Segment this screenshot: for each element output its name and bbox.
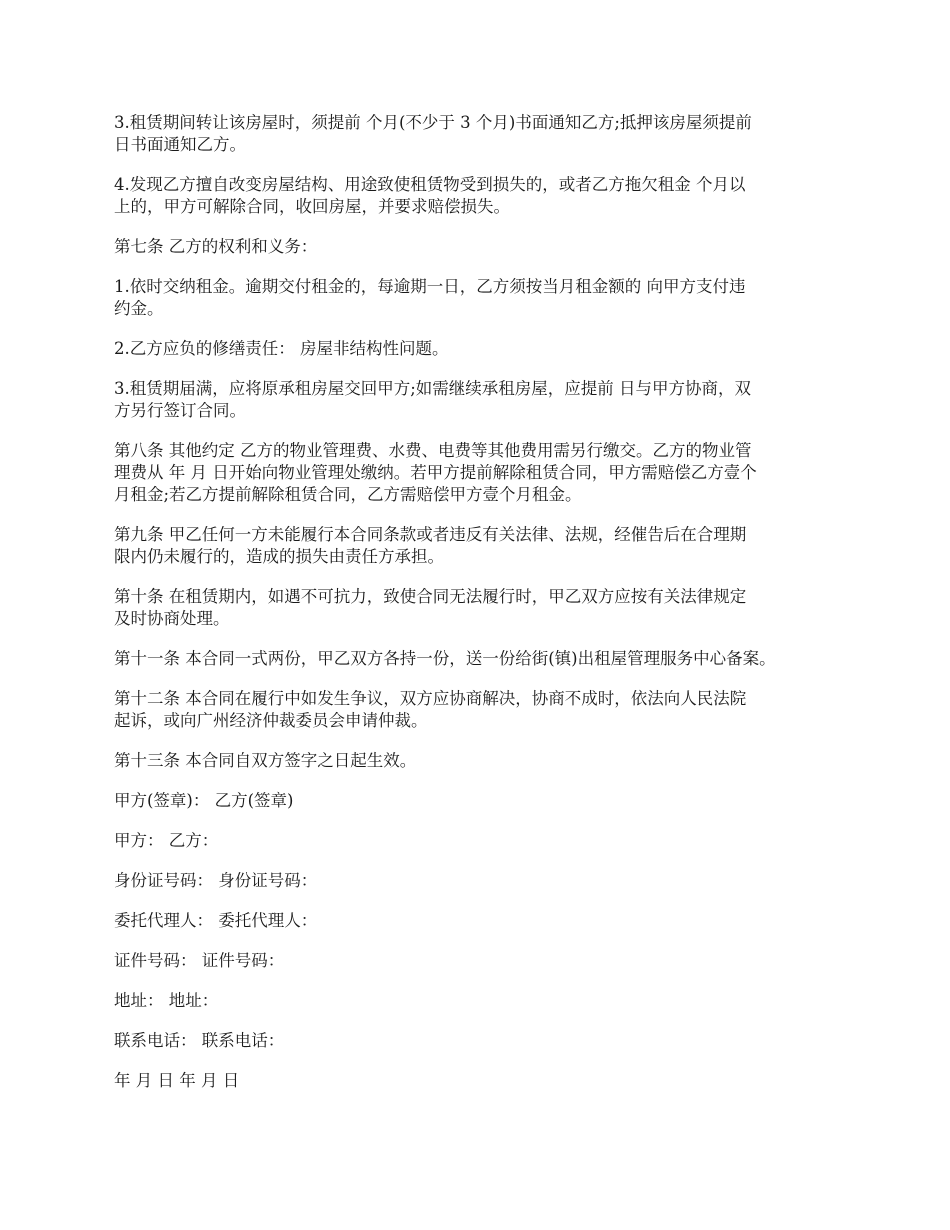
text-line: 4.发现乙方擅自改变房屋结构、用途致使租赁物受到损失的，或者乙方拖欠租金 个月以 xyxy=(114,175,746,194)
text-line: 联系电话： 联系电话： xyxy=(114,1031,285,1050)
party-name-line xyxy=(114,830,854,852)
text-line: 限内仍未履行的，造成的损失由责任方承担。 xyxy=(114,547,444,566)
text-line: 约金。 xyxy=(114,299,164,318)
certificate-number-line xyxy=(114,950,854,972)
article-9-liability xyxy=(114,524,854,568)
clause-3-transfer-notice xyxy=(114,112,854,156)
text-line: 上的，甲方可解除合同，收回房屋，并要求赔偿损失。 xyxy=(114,197,510,216)
text-line: 第十条 在租赁期内，如遇不可抗力，致使合同无法履行时，甲乙双方应按有关法律规定 xyxy=(114,587,747,606)
signature-line xyxy=(114,790,854,812)
text-line: 第七条 乙方的权利和义务： xyxy=(114,237,318,256)
text-line: 第十一条 本合同一式两份，甲乙双方各持一份，送一份给街(镇)出租屋管理服务中心备案。 xyxy=(114,649,776,668)
clause-4-termination xyxy=(114,174,854,218)
text-line: 2.乙方应负的修缮责任： 房屋非结构性问题。 xyxy=(114,339,449,358)
text-line: 第九条 甲乙任何一方未能履行本合同条款或者违反有关法律、法规，经催告后在合理期 xyxy=(114,525,747,544)
text-line: 日书面通知乙方。 xyxy=(114,135,246,154)
id-number-line xyxy=(114,870,854,892)
address-line xyxy=(114,990,854,1012)
article-8-other xyxy=(114,440,854,506)
text-line: 年 月 日 年 月 日 xyxy=(114,1071,240,1090)
text-line: 身份证号码： 身份证号码： xyxy=(114,871,318,890)
text-line: 甲方： 乙方： xyxy=(114,831,219,850)
text-line: 及时协商处理。 xyxy=(114,609,230,628)
text-line: 委托代理人： 委托代理人： xyxy=(114,911,318,930)
text-line: 1.依时交纳租金。逾期交付租金的，每逾期一日，乙方须按当月租金额的 向甲方支付违 xyxy=(114,277,746,296)
clause-3-lease-expiry xyxy=(114,378,854,422)
text-line: 月租金;若乙方提前解除租赁合同，乙方需赔偿甲方壹个月租金。 xyxy=(114,485,582,504)
article-13-effective xyxy=(114,750,854,772)
text-line: 第八条 其他约定 乙方的物业管理费、水费、电费等其他费用需另行缴交。乙方的物业管 xyxy=(114,441,752,460)
date-line xyxy=(114,1070,854,1092)
text-line: 地址： 地址： xyxy=(114,991,219,1010)
text-line: 第十二条 本合同在履行中如发生争议，双方应协商解决，协商不成时，依法向人民法院 xyxy=(114,689,747,708)
text-line: 理费从 年 月 日开始向物业管理处缴纳。若甲方提前解除租赁合同，甲方需赔偿乙方壹个 xyxy=(114,463,757,482)
text-line: 3.租赁期届满，应将原承租房屋交回甲方;如需继续承租房屋，应提前 日与甲方协商，双 xyxy=(114,379,752,398)
text-line: 方另行签订合同。 xyxy=(114,401,246,420)
phone-line xyxy=(114,1030,854,1052)
article-10-force-majeure xyxy=(114,586,854,630)
article-7-heading xyxy=(114,236,854,258)
clause-2-repair xyxy=(114,338,854,360)
article-11-copies xyxy=(114,648,854,670)
document-page xyxy=(114,112,854,1110)
text-line: 第十三条 本合同自双方签字之日起生效。 xyxy=(114,751,417,770)
agent-line xyxy=(114,910,854,932)
text-line: 证件号码： 证件号码： xyxy=(114,951,285,970)
text-line: 起诉，或向广州经济仲裁委员会申请仲裁。 xyxy=(114,711,428,730)
clause-1-rent-payment xyxy=(114,276,854,320)
text-line: 甲方(签章)： 乙方(签章) xyxy=(114,791,294,810)
text-line: 3.租赁期间转让该房屋时，须提前 个月(不少于 3 个月)书面通知乙方;抵押该房屋须提前 xyxy=(114,113,752,132)
article-12-disputes xyxy=(114,688,854,732)
